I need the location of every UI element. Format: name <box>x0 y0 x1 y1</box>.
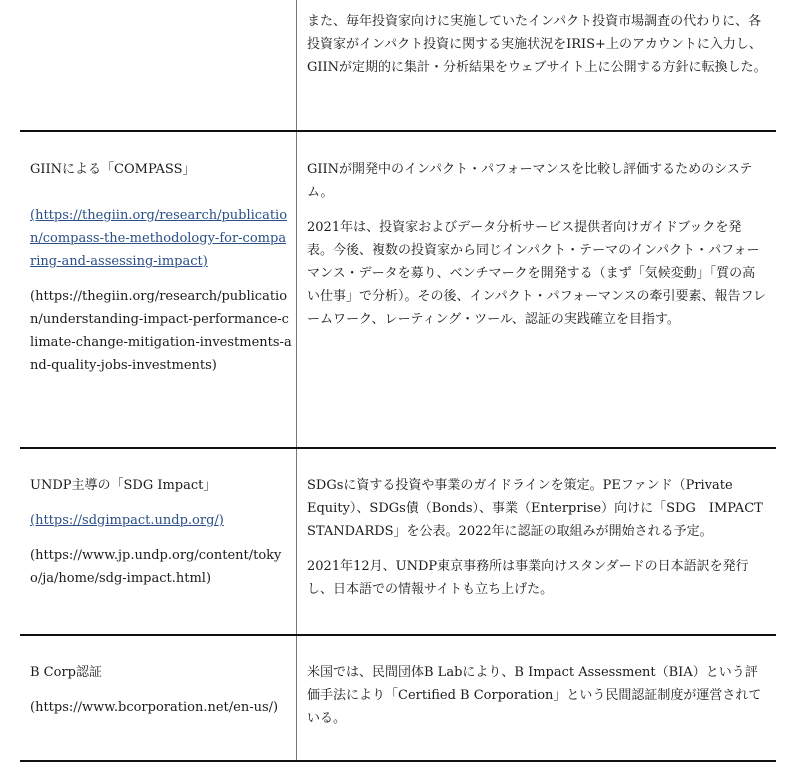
compass-title: GIINによる「COMPASS」 <box>30 162 196 177</box>
column-divider <box>296 636 297 760</box>
row-divider <box>20 634 776 636</box>
compass-label-cell <box>30 158 292 377</box>
sdg-impact-title: UNDP主導の「SDG Impact」 <box>30 478 217 493</box>
bcorp-title: B Corp認証 <box>30 665 102 680</box>
top-paragraph: また、毎年投資家向けに実施していたインパクト投資市場調査の代わりに、各投資家がインパクト投資に関する実施状況をIRIS+上のアカウントに入力し、GIINが定期的に集計・分析結果をウェブサイト上に公開する方針に転換した。 <box>307 14 767 75</box>
bcorp-description: 米国では、民間団体B Labにより、B Impact Assessment（BIA）という評価手法により「Certified B Corporation」という民間認証制度が運営されている。 <box>307 665 762 726</box>
sdg-impact-reference-url: (https://www.jp.undp.org/content/tokyo/ja/home/sdg-impact.html) <box>30 548 282 586</box>
sdg-impact-description-2: 2021年12月、UNDP東京事務所は事業向けスタンダードの日本語訳を発行し、日本語での情報サイトも立ち上げた。 <box>307 559 749 597</box>
column-divider <box>296 449 297 634</box>
row-divider <box>20 447 776 449</box>
row-divider <box>20 130 776 132</box>
sdg-impact-label-cell <box>30 474 292 590</box>
sdg-impact-link[interactable]: (https://sdgimpact.undp.org/) <box>30 513 224 528</box>
compass-description-cell <box>307 158 767 331</box>
compass-link[interactable]: (https://thegiin.org/research/publication/compass-the-methodology-for-comparing-and-assessing-impact) <box>30 208 288 269</box>
compass-reference-url: (https://thegiin.org/research/publication/understanding-impact-performance-climate-change-mitigation-investments-and-quality-jobs-investments) <box>30 289 292 373</box>
column-divider <box>296 132 297 447</box>
compass-description-1: GIINが開発中のインパクト・パフォーマンスを比較し評価するためのシステム。 <box>307 162 753 200</box>
bcorp-reference-url: (https://www.bcorporation.net/en-us/) <box>30 700 279 715</box>
sdg-impact-description-1: SDGsに資する投資や事業のガイドラインを策定。PEファンド（Private Equity）、SDGs債（Bonds）、事業（Enterprise）向けに「SDG IMPACT STANDARDS」を公表。2022年に認証の取組みが開始される予定。 <box>307 478 763 539</box>
top-cell <box>307 10 767 79</box>
bcorp-description-cell <box>307 661 767 730</box>
row-divider <box>20 760 776 762</box>
sdg-impact-description-cell <box>307 474 767 601</box>
bcorp-label-cell <box>30 661 292 719</box>
compass-description-2: 2021年は、投資家およびデータ分析サービス提供者向けガイドブックを発表。今後、複数の投資家から同じインパクト・テーマのインパクト・パフォーマンス・データを募り、ベンチマークを開発する（まず「気候変動」「質の高い仕事」で分析）。その後、インパクト・パフォーマンスの牽引要素、報告フレームワーク、レーティング・ツール、認証の実践確立を目指す。 <box>307 220 767 327</box>
column-divider <box>296 0 297 130</box>
